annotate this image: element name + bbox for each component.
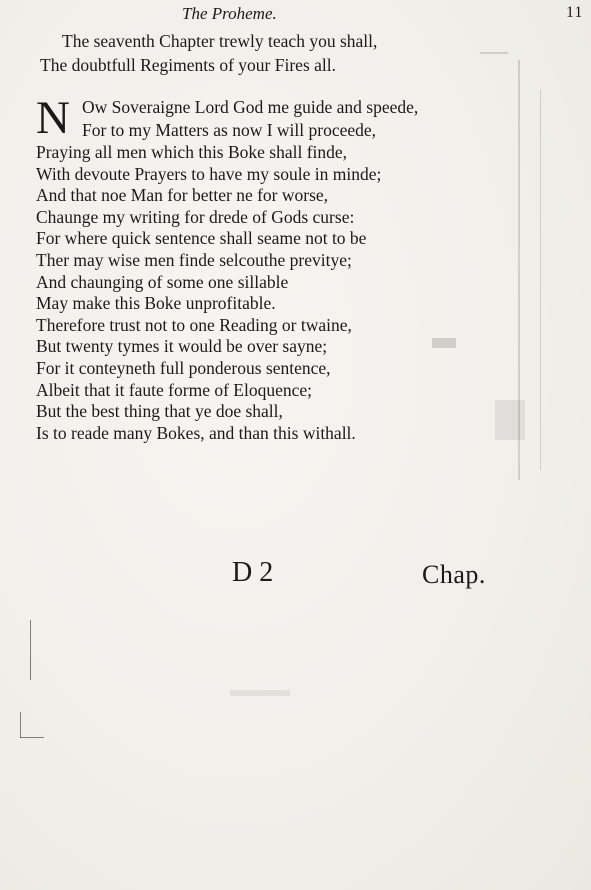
margin-rule <box>20 737 44 738</box>
page-footer <box>0 557 591 597</box>
poem-line: Ther may wise men finde selcouthe previtye; <box>36 249 352 270</box>
intro-line: The doubtfull Regiments of your Fires all. <box>40 55 336 75</box>
poem-line: But the best thing that ye doe shall, <box>36 401 283 422</box>
catchword: Chap. <box>422 560 486 589</box>
poem-line: Albeit that it faute forme of Eloquence; <box>36 379 313 400</box>
page-header <box>0 2 591 24</box>
poem-line: Chaunge my writing for drede of Gods curse: <box>36 206 355 227</box>
poem-line: And chaunging of some one sillable <box>36 271 289 292</box>
bleed-mark <box>540 90 541 470</box>
poem-line: But twenty tymes it would be over sayne; <box>36 336 328 357</box>
poem-line: For it conteyneth full ponderous sentence, <box>36 357 331 378</box>
poem-line: May make this Boke unprofitable. <box>36 293 276 314</box>
margin-rule <box>20 712 21 738</box>
bleed-mark <box>230 690 290 696</box>
poem-line: Praying all men which this Boke shall finde, <box>36 142 348 162</box>
intro-couplet <box>40 29 500 77</box>
poem-line: For where quick sentence shall seame not to be <box>36 228 367 249</box>
signature-mark: D 2 <box>232 557 274 588</box>
poem-line: Ow Soveraigne Lord God me guide and speede, <box>82 97 419 117</box>
margin-rule <box>30 620 31 680</box>
drop-cap: N <box>36 92 70 144</box>
poem-body <box>36 92 486 444</box>
running-head: The Proheme. <box>182 4 277 23</box>
poem-opening <box>36 92 486 144</box>
bleed-mark <box>495 400 525 440</box>
poem-line: Is to reade many Bokes, and than this withall. <box>36 422 356 443</box>
poem-line: With devoute Prayers to have my soule in minde; <box>36 163 382 184</box>
poem-line: And that noe Man for better ne for worse, <box>36 185 329 206</box>
intro-line: The seaventh Chapter trewly teach you shall, <box>62 31 378 51</box>
page-number: 11 <box>566 4 584 21</box>
poem-line: For to my Matters as now I will proceede, <box>82 120 377 140</box>
poem-line: Therefore trust not to one Reading or twaine, <box>36 314 352 335</box>
